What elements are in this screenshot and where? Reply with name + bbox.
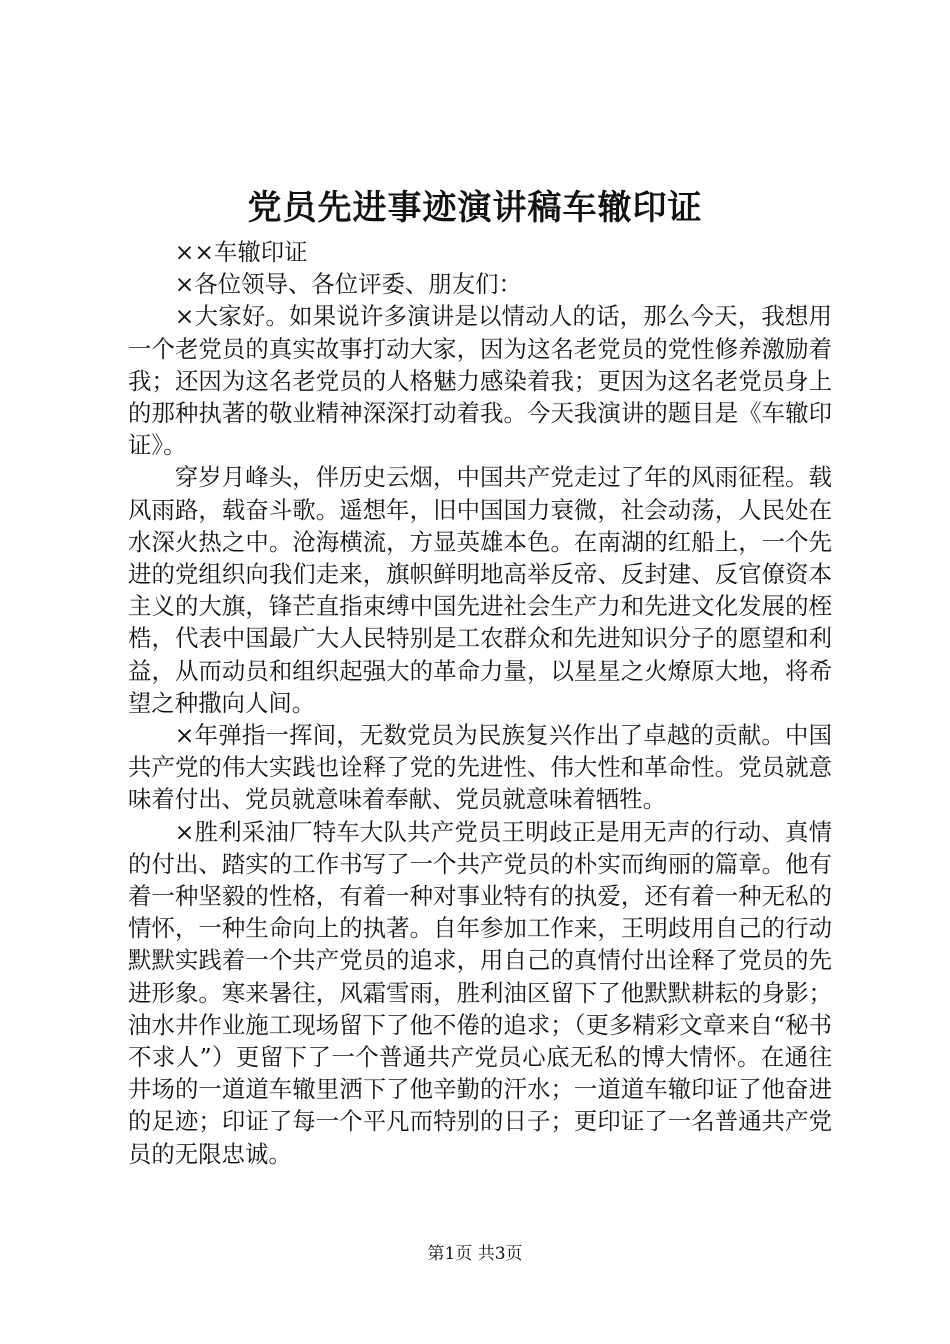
page-number-footer: 第1页 共3页 [427,1244,523,1264]
document-body [128,236,832,1170]
document-title: 党员先进事迹演讲稿车辙印证 [247,188,703,228]
paragraph-history: 穿岁月峰头，伴历史云烟，中国共产党走过了年的风雨征程。载风雨路，载奋斗歌。遥想年，旧中国国力衰微，社会动荡，人民处在水深火热之中。沧海横流，方显英雄本色。在南湖的红船上，一个先进的党组织向我们走来，旗帜鲜明地高举反帝、反封建、反官僚资本主义的大旗，锋芒直指束缚中国先进社会生产力和先进文化发展的桎梏，代表中国最广大人民特别是工农群众和先进知识分子的愿望和利益，从而动员和组织起强大的革命力量，以星星之火燎原大地，将希望之种撒向人间。 [128,463,832,717]
paragraph-opening: ×大家好。如果说许多演讲是以情动人的话，那么今天，我想用一个老党员的真实故事打动大家，因为这名老党员的党性修养激励着我；还因为这名老党员的人格魅力感染着我；更因为这名老党员身上的那种执著的敬业精神深深打动着我。今天我演讲的题目是《车辙印证》。 [128,302,832,460]
salutation-heading: ××车辙印证 [174,238,308,266]
paragraph-story: ×胜利采油厂特车大队共产党员王明歧正是用无声的行动、真情的付出、踏实的工作书写了一个共产党员的朴实而绚丽的篇章。他有着一种坚毅的性格，有着一种对事业特有的执爱，还有着一种无私的情怀，一种生命向上的执著。自年参加工作来，王明歧用自己的行动默默实践着一个共产党员的追求，用自己的真情付出诠释了党员的先进形象。寒来暑往，风霜雪雨，胜利油区留下了他默默耕耘的身影；油水井作业施工现场留下了他不倦的追求；（更多精彩文章来自“秘书不求人”）更留下了一个普通共产党员心底无私的博大情怀。在通往井场的一道道车辙里洒下了他辛勤的汗水；一道道车辙印证了他奋进的足迹；印证了每一个平凡而特别的日子；更印证了一名普通共产党员的无限忠诚。 [128,817,832,1168]
salutation-audience: ×各位领导、各位评委、朋友们： [174,270,522,299]
paragraph-party-meaning: ×年弹指一挥间，无数党员为民族复兴作出了卓越的贡献。中国共产党的伟大实践也诠释了党的先进性、伟大性和革命性。党员就意味着付出、党员就意味着奉献、党员就意味着牺牲。 [128,721,832,814]
